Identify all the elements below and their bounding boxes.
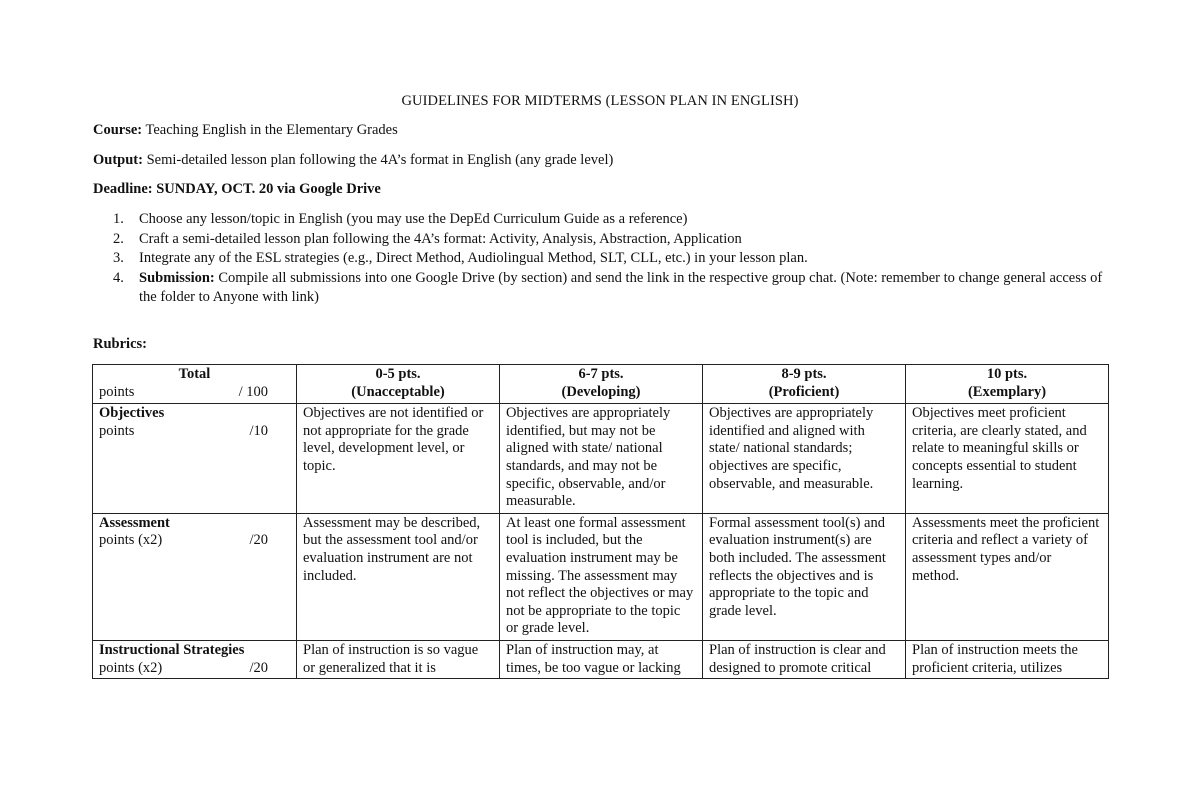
level-name: (Developing) [561, 383, 641, 400]
rubric-row-instructional-strategies [93, 640, 1109, 678]
level-name: (Exemplary) [967, 383, 1047, 400]
criterion-cell [93, 404, 297, 514]
rubrics-label: Rubrics: [93, 336, 147, 352]
step-item [93, 210, 1113, 230]
rubric-cell [297, 640, 500, 678]
rubric-cell-text: Plan of instruction is so vague or generalized that it is [303, 641, 479, 676]
rubric-cell: Objectives are not identified or not appropriate for the grade level, development level, or topic. [297, 404, 500, 514]
step-text: Choose any lesson/topic in English (you may use the DepEd Curriculum Guide as a reference) [139, 211, 688, 227]
rubric-cell: At least one formal assessment tool is included, but the evaluation instrument may be missing. The assessment may not reflect the objectives or may not be appropriate to the topic or grade level. [500, 513, 703, 640]
criterion-name: Instructional Strategies [99, 641, 245, 658]
step-item [93, 230, 1113, 250]
step-bold-label: Submission: [139, 269, 215, 286]
level-points: 8-9 pts. [781, 366, 827, 382]
criterion-points-max: /20 [249, 532, 268, 549]
rubric-cell [500, 640, 703, 678]
rubric-cell: Formal assessment tool(s) and evaluation instrument(s) are both included. The assessment reflects the objectives and is appropriate to the topic and grade level. [703, 513, 906, 640]
rubric-header-row [93, 365, 1109, 404]
step-number: 3. [113, 250, 124, 266]
total-points-value: / 100 [238, 383, 268, 400]
step-text: Integrate any of the ESL strategies (e.g., Direct Method, Audiolingual Method, SLT, CLL, etc.) in your lesson plan. [139, 250, 808, 266]
rubric-cell-text: Plan of instruction may, at times, be too vague or lacking [506, 641, 681, 676]
criterion-name: Assessment [99, 514, 170, 531]
total-header-cell [93, 365, 297, 404]
total-points-label: points [99, 383, 135, 400]
rubric-cell: Objectives are appropriately identified, but may not be aligned with state/ national standards, and may not be specific, observable, and/or measurable. [500, 404, 703, 514]
rubric-cell [703, 640, 906, 678]
criterion-points-max: /10 [249, 422, 268, 439]
level-points: 0-5 pts. [375, 366, 421, 382]
total-label: Total [178, 366, 211, 382]
rubric-cell-text: Plan of instruction meets the proficient criteria, utilizes [912, 641, 1078, 676]
course-label: Course: [93, 122, 143, 138]
criterion-cell [93, 513, 297, 640]
deadline-value: SUNDAY, OCT. 20 via Google Drive [156, 181, 381, 197]
level-name: (Unacceptable) [351, 383, 445, 400]
instruction-steps [93, 210, 1113, 308]
level-header-cell [703, 365, 906, 404]
course-line [93, 122, 398, 139]
rubric-cell [906, 640, 1109, 678]
criterion-points-label: points (x2) [99, 532, 163, 549]
step-text: Compile all submissions into one Google Drive (by section) and send the link in the respective group chat. (Note: remember to change general access of the folder to Anyone with link) [139, 269, 1103, 305]
step-item [93, 249, 1113, 269]
rubric-row-objectives [93, 404, 1109, 514]
rubric-cell: Assessments meet the proficient criteria and reflect a variety of assessment types and/or method. [906, 513, 1109, 640]
rubric-row-assessment [93, 513, 1109, 640]
level-header-cell [906, 365, 1109, 404]
level-name: (Proficient) [768, 383, 840, 400]
deadline-label: Deadline: [93, 181, 153, 197]
document-title: GUIDELINES FOR MIDTERMS (LESSON PLAN IN ENGLISH) [401, 93, 799, 109]
course-value: Teaching English in the Elementary Grades [145, 122, 398, 138]
output-value: Semi-detailed lesson plan following the 4A’s format in English (any grade level) [146, 152, 614, 168]
rubric-cell: Objectives meet proficient criteria, are clearly stated, and relate to meaningful skills or concepts essential to student learning. [906, 404, 1109, 514]
rubric-cell: Assessment may be described, but the assessment tool and/or evaluation instrument are not included. [297, 513, 500, 640]
step-item [93, 269, 1113, 308]
level-points: 6-7 pts. [578, 366, 624, 382]
level-header-cell [500, 365, 703, 404]
level-points: 10 pts. [986, 366, 1028, 382]
criterion-points-label: points [99, 422, 135, 439]
criterion-points-label: points (x2) [99, 659, 163, 676]
deadline-line [93, 181, 381, 198]
step-number: 2. [113, 230, 124, 247]
criterion-name: Objectives [99, 405, 165, 422]
step-text: Craft a semi-detailed lesson plan following the 4A’s format: Activity, Analysis, Abstraction, Application [139, 230, 742, 247]
rubric-table [92, 364, 1109, 679]
criterion-points-max: /20 [249, 659, 268, 676]
step-number: 1. [113, 211, 124, 227]
level-header-cell [297, 365, 500, 404]
rubric-cell-text: Plan of instruction is clear and designed to promote critical [709, 641, 886, 676]
step-number: 4. [113, 269, 124, 286]
criterion-cell [93, 640, 297, 678]
output-line [93, 152, 613, 169]
rubric-cell: Objectives are appropriately identified and aligned with state/ national standards; objectives are specific, observable, and measurable. [703, 404, 906, 514]
output-label: Output: [93, 152, 143, 168]
